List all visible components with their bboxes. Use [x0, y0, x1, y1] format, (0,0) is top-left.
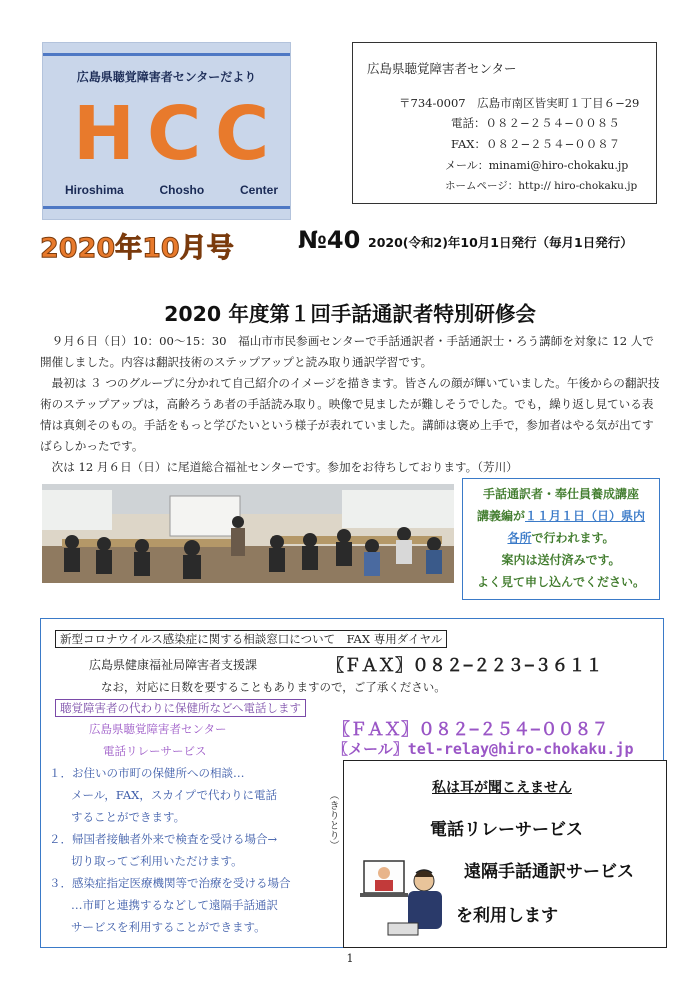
- contact-box: [352, 42, 657, 204]
- callout-line-3: [463, 529, 659, 546]
- relay-card-line-3: 遠隔手話通訳サービス: [464, 862, 634, 882]
- logo-subtitle: 広島県聴覚障害者センターだより: [76, 70, 257, 84]
- video-call-icon: [358, 853, 454, 941]
- issue-number: №40: [298, 226, 361, 254]
- newsletter-logo: [42, 42, 291, 220]
- contact-web[interactable]: ホームページ：http:// hiro-chokaku.jp: [445, 180, 638, 192]
- contact-mail[interactable]: メール：minami@hiro-chokaku.jp: [445, 159, 629, 172]
- item-3-title: ３．感染症指定医療機関等で治療を受ける場合: [49, 876, 291, 890]
- relay-mail[interactable]: 〖メール〗tel-relay@hiro-chokaku.jp: [333, 740, 634, 758]
- item-2-detail: 切り取ってご利用いただけます。: [71, 854, 243, 868]
- consult-note: なお，対応に日数を要することもありますので，ご了承ください。: [101, 680, 446, 694]
- item-3-detail-2: サービスを利用することができます。: [71, 920, 266, 934]
- logo-top-rule: [43, 53, 290, 56]
- relay-card-line-4: を利用します: [456, 906, 558, 926]
- logo-letters: [43, 91, 290, 183]
- relay-card-line-2: 電話リレーサービス: [430, 820, 583, 840]
- item-1-detail: メール，FAX，スカイプで代わりに電話: [71, 788, 277, 802]
- callout-venue: 各所: [507, 531, 532, 545]
- issue-date: 2020(令和2)年10月1日発行（毎月1日発行）: [368, 235, 633, 250]
- relay-heading: 聴覚障害者の代わりに保健所などへ電話します: [55, 699, 306, 717]
- workshop-photo-illustration: [42, 484, 454, 583]
- callout-line-2: [463, 507, 659, 524]
- logo-letter-c1: C: [147, 91, 202, 177]
- callout-line-4: 案内は送付済みです。: [501, 553, 621, 567]
- issue-title: 2020年10月号: [40, 233, 234, 264]
- training-callout: [462, 478, 660, 600]
- relay-cut-out-card[interactable]: [343, 760, 667, 948]
- page-number: 1: [346, 952, 354, 965]
- article-paragraph-1: ９月６日（日）10：00〜15：30 福山市市民参画センターで手話通訳者・手話通訳士・ろう講師を対象に 12 人で開催しました。内容は翻訳技術のステップアップと読み取り通訳学習です。: [40, 334, 654, 369]
- logo-name-hiroshima: Hiroshima: [65, 183, 124, 197]
- relay-service-name: 電話リレーサービス: [103, 744, 207, 758]
- logo-bottom-rule: [43, 206, 290, 209]
- callout-date: １１月１日（日）県内: [525, 509, 646, 523]
- item-1-title: １．お住いの市町の保健所への相談…: [49, 766, 245, 780]
- logo-name-center: Center: [239, 183, 278, 197]
- relay-center-fax: 〖ＦＡＸ〗０８２−２５４−００８７: [333, 720, 609, 740]
- article-paragraph-3: 次は 12 月６日（日）に尾道総合福祉センターです。参加をお待ちしております。（芳川）: [51, 460, 518, 474]
- logo-letter-h: H: [73, 91, 135, 177]
- callout-line-3b: で行われます。: [531, 531, 615, 545]
- logo-names: [65, 183, 278, 197]
- callout-line-1: 手話通訳者・奉仕員養成講座: [482, 487, 639, 501]
- consult-dept: 広島県健康福祉局障害者支援課: [89, 658, 258, 672]
- relay-card-line-1: 私は耳が聞こえません: [432, 780, 572, 796]
- callout-line-2a: 講義編が: [476, 509, 525, 523]
- article-paragraph-2: 最初は ３ つのグループに分かれて自己紹介のイメージを描きます。皆さんの顔が輝いていました。午後からの翻訳技術のステップアップは，高齢ろうあ者の手話読み取り。映像で見ましたが難しそうでした。でも，繰り返し見ている表情は真剣そのもの。手話をもっと学びたいという様子が表れていました。講師は褒め上手で，参加者はやる気が出てすばらしかったです。: [40, 376, 660, 453]
- callout-line-5: よく見て申し込んでください。: [476, 575, 645, 589]
- article-headline: 2020 年度第１回手話通訳者特別研修会: [164, 302, 536, 326]
- contact-postal: 〒734-0007 広島市南区皆実町１丁目６−29: [399, 96, 640, 110]
- consult-dept-fax: 〖ＦＡＸ〗０８２−２２３−３６１１: [327, 656, 603, 676]
- consult-heading: 新型コロナウイルス感染症に関する相談窓口について FAX 専用ダイヤル: [55, 630, 447, 648]
- item-2-title: ２．帰国者接触者外来で検査を受ける場合→: [49, 832, 278, 846]
- contact-org: 広島県聴覚障害者センター: [367, 61, 517, 76]
- logo-letter-c2: C: [215, 91, 270, 177]
- item-3-detail: …市町と連携するなどして遠隔手話通訳: [71, 898, 278, 912]
- workshop-photo: [42, 484, 454, 583]
- contact-fax: FAX：０８２−２５４−００８７: [451, 137, 621, 151]
- contact-tel: 電話：０８２−２５４−００８５: [451, 116, 620, 130]
- item-1-detail-2: することができます。: [71, 810, 186, 824]
- cut-line-label: （きりとり）: [327, 790, 338, 850]
- relay-center-name: 広島県聴覚障害者センター: [89, 722, 227, 736]
- logo-name-chosho: Chosho: [159, 183, 205, 197]
